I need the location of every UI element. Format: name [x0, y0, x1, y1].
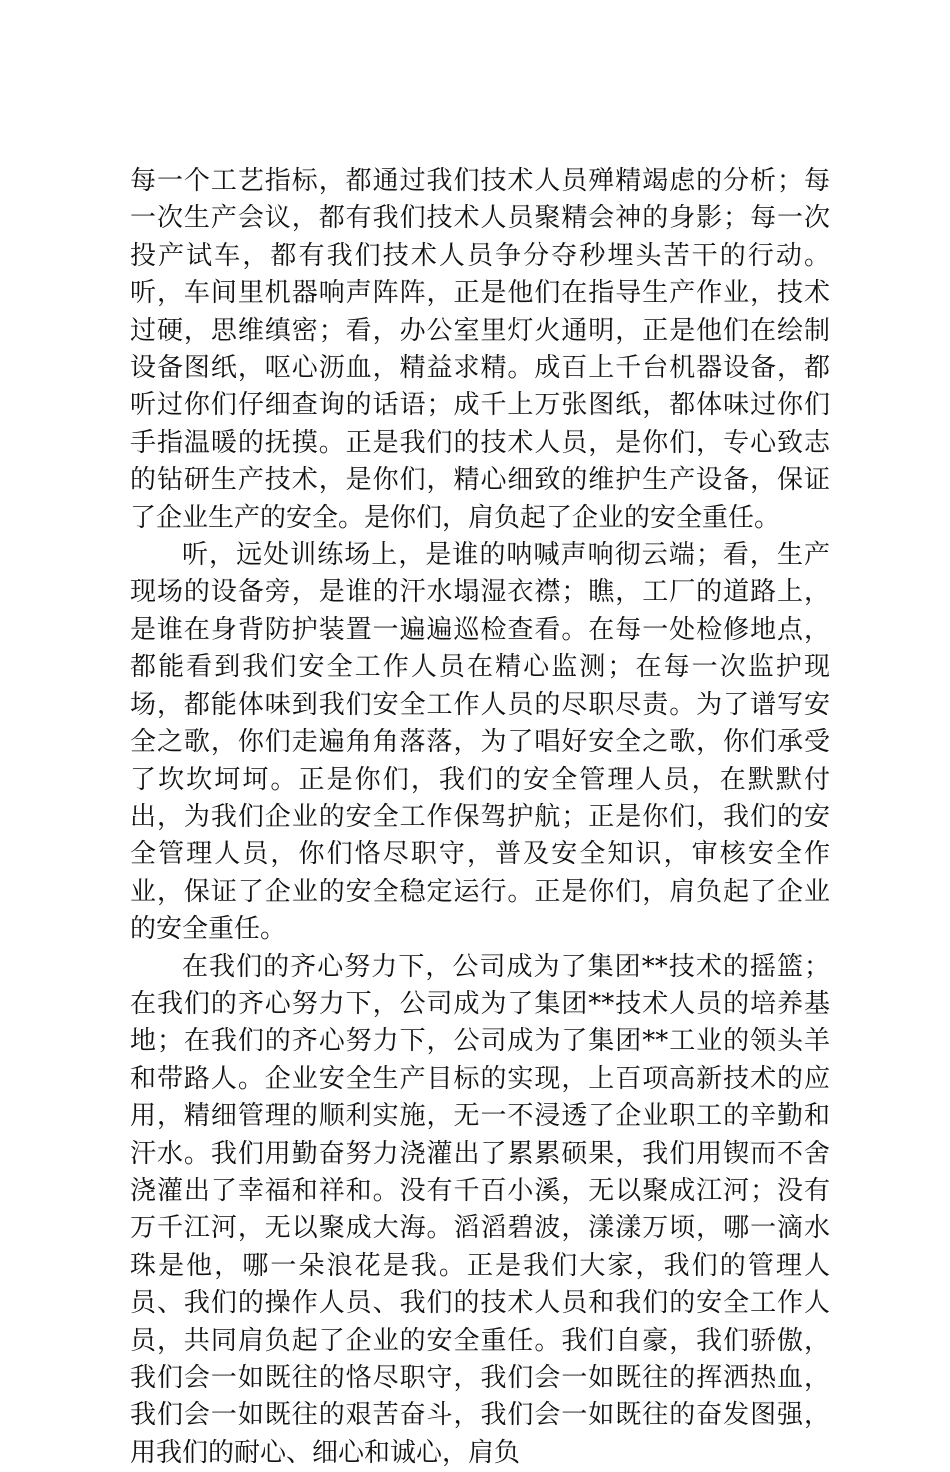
document-body — [130, 163, 830, 1472]
paragraph-2: 听，远处训练场上，是谁的呐喊声响彻云端；看，生产现场的设备旁，是谁的汗水塌湿衣襟；瞧，工厂的道路上，是谁在身背防护装置一遍遍巡检查看。在每一处检修地点，都能看到我们安全工作人员在精心监测；在每一次监护现场，都能体味到我们安全工作人员的尽职尽责。为了谱写安全之歌，你们走遍角角落落，为了唱好安全之歌，你们承受了坎坎坷坷。正是你们，我们的安全管理人员，在默默付出，为我们企业的安全工作保驾护航；正是你们，我们的安全管理人员，你们恪尽职守，普及安全知识，审核安全作业，保证了企业的安全稳定运行。正是你们，肩负起了企业的安全重任。 — [130, 540, 830, 945]
paragraph-1: 每一个工艺指标，都通过我们技术人员殚精竭虑的分析；每一次生产会议，都有我们技术人员聚精会神的身影；每一次投产试车，都有我们技术人员争分夺秒埋头苦干的行动。听，车间里机器响声阵阵，正是他们在指导生产作业，技术过硬，思维缜密；看，办公室里灯火通明，正是他们在绘制设备图纸，呕心沥血，精益求精。成百上千台机器设备，都听过你们仔细查询的话语；成千上万张图纸，都体味过你们手指温暖的抚摸。正是我们的技术人员，是你们，专心致志的钻研生产技术，是你们，精心细致的维护生产设备，保证了企业生产的安全。是你们，肩负起了企业的安全重任。 — [130, 166, 830, 533]
paragraph-3: 在我们的齐心努力下，公司成为了集团**技术的摇篮；在我们的齐心努力下，公司成为了集团**技术人员的培养基地；在我们的齐心努力下，公司成为了集团**工业的领头羊和带路人。企业安全生产目标的实现，上百项高新技术的应用，精细管理的顺利实施，无一不浸透了企业职工的辛勤和汗水。我们用勤奋努力浇灌出了累累硕果，我们用锲而不舍浇灌出了幸福和祥和。没有千百小溪，无以聚成江河；没有万千江河，无以聚成大海。滔滔碧波，漾漾万顷，哪一滴水珠是他，哪一朵浪花是我。正是我们大家，我们的管理人员、我们的操作人员、我们的技术人员和我们的安全工作人员，共同肩负起了企业的安全重任。我们自豪，我们骄傲，我们会一如既往的恪尽职守，我们会一如既往的挥洒热血，我们会一如既往的艰苦奋斗，我们会一如既往的奋发图强，用我们的耐心、细心和诚心，肩负 — [130, 951, 830, 1468]
